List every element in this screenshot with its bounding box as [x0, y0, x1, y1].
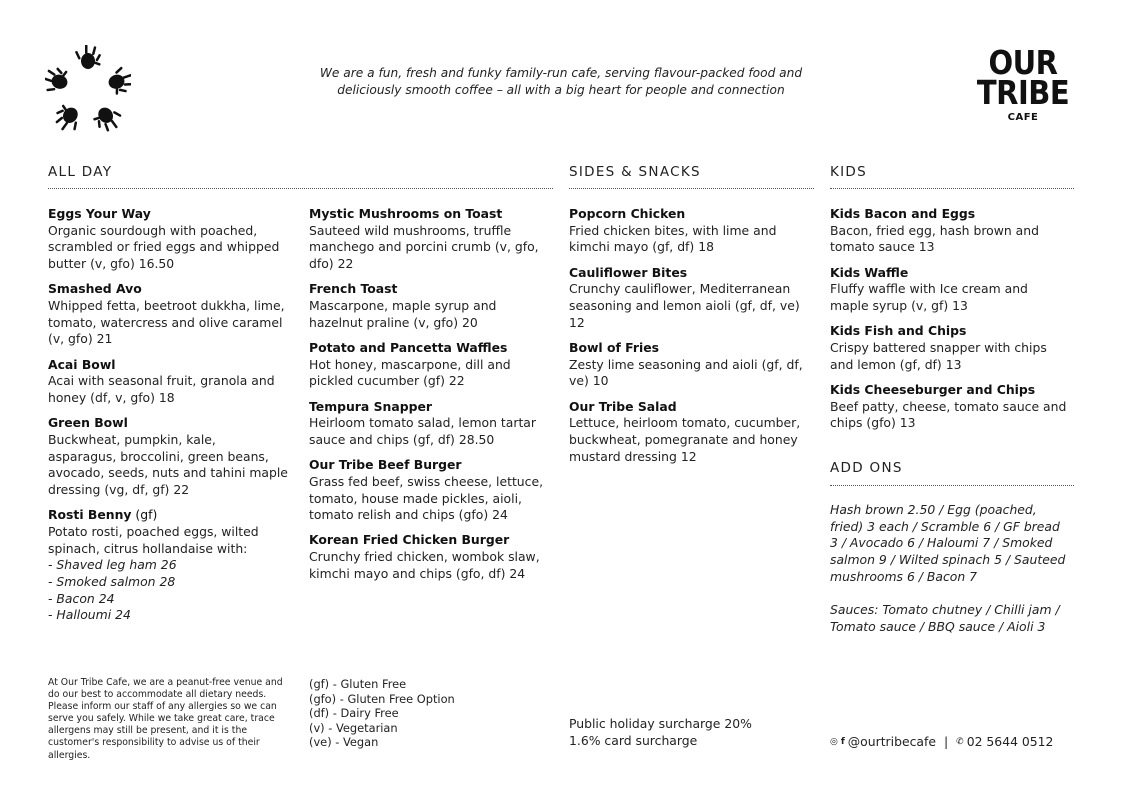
brand-logo [975, 43, 1071, 123]
menu-item-name: Bowl of Fries [569, 339, 659, 355]
menu-item [569, 206, 807, 256]
add-ons-block [830, 502, 1068, 636]
rosti-option: - Shaved leg ham 26 [48, 557, 177, 573]
menu-item-desc: Lettuce, heirloom tomato, cucumber, buckwheat, pomegranate and honey mustard dressing 12 [569, 415, 801, 464]
legend-item: (df) - Dairy Free [309, 706, 399, 720]
menu-item-desc: Buckwheat, pumpkin, kale, asparagus, broccolini, green beans, avocado, seeds, nuts and tahini maple dressing (vg, df, gf) 22 [48, 431, 288, 498]
menu-item [48, 281, 288, 348]
surcharge-notes [569, 716, 809, 749]
tagline-line-1: We are a fun, fresh and funky family-run cafe, serving flavour-packed food and [319, 66, 803, 80]
tagline-line-2: deliciously smooth coffee – all with a big heart for people and connection [337, 83, 785, 97]
menu-item [569, 399, 807, 466]
menu-item [830, 382, 1070, 432]
menu-item-name: Kids Cheeseburger and Chips [830, 381, 1036, 397]
menu-item [569, 265, 807, 332]
instagram-icon[interactable]: ◎ [830, 736, 838, 747]
whatsapp-phone-icon: ✆ [956, 736, 964, 747]
public-holiday-surcharge: Public holiday surcharge 20% [569, 716, 752, 731]
menu-item [48, 206, 288, 273]
menu-item-name: Cauliflower Bites [569, 264, 688, 280]
menu-item-desc: Bacon, fried egg, hash brown and tomato sauce 13 [830, 222, 1039, 255]
menu-item-name: Green Bowl [48, 415, 128, 431]
rosti-name: Rosti Benny [48, 507, 132, 523]
menu-item-name: French Toast [309, 281, 398, 297]
menu-item [309, 340, 545, 390]
menu-item-desc: Mascarpone, maple syrup and hazelnut praline (v, gfo) 20 [309, 298, 497, 330]
add-ons-sauces: Sauces: Tomato chutney / Chilli jam / Tomato sauce / BBQ sauce / Aioli 3 [830, 602, 1060, 634]
rosti-option: - Smoked salmon 28 [48, 574, 176, 590]
menu-item [830, 206, 1070, 256]
kids-column [830, 206, 1070, 440]
all-day-column-1 [48, 206, 288, 633]
brand-word-tribe: TRIBE [976, 73, 1070, 113]
menu-item-name: Potato and Pancetta Waffles [309, 339, 508, 355]
menu-item-desc: Organic sourdough with poached, scrambled or fried eggs and whipped butter (v, gfo) 16.50 [48, 222, 280, 272]
menu-item-desc: Whipped fetta, beetroot dukkha, lime, tomato, watercress and olive caramel (v, gfo) 21 [48, 298, 285, 347]
all-day-column-2 [309, 206, 545, 591]
section-heading-add-ons: ADD ONS [830, 460, 903, 476]
menu-item [309, 281, 545, 331]
divider-add-ons [830, 485, 1074, 486]
menu-item-desc: Zesty lime seasoning and aioli (gf, df, ve) 10 [569, 356, 803, 389]
menu-item [830, 265, 1070, 315]
menu-item-desc: Heirloom tomato salad, lemon tartar sauce and chips (gf, df) 28.50 [309, 415, 536, 447]
menu-item-name: Tempura Snapper [309, 398, 432, 414]
menu-item-desc: Acai with seasonal fruit, granola and honey (df, v, gfo) 18 [48, 373, 275, 406]
brand-word-our: OUR [988, 43, 1058, 83]
brand-word-cafe: CAFE [1007, 112, 1039, 123]
menu-item-name: Eggs Your Way [48, 206, 151, 221]
contact-separator: | [943, 734, 949, 749]
menu-item [569, 340, 807, 390]
menu-item-desc: Crunchy cauliflower, Mediterranean seasoning and lemon aioli (gf, df, ve) 12 [569, 281, 800, 330]
menu-item-name: Acai Bowl [48, 356, 116, 372]
dietary-legend [309, 677, 529, 750]
menu-item-desc: Hot honey, mascarpone, dill and pickled cucumber (gf) 22 [309, 356, 511, 389]
menu-item [309, 206, 545, 273]
allergy-notice: At Our Tribe Cafe, we are a peanut-free venue and do our best to accommodate all dietary needs. Please inform our staff of any allergies so we can serve you safely. While we take great care, trace allergens may still be present, and it is the customer's responsibility to advise us of their allergies. [48, 677, 283, 761]
menu-item-desc: Grass fed beef, swiss cheese, lettuce, tomato, house made pickles, aioli, tomato relish and chips (gfo) 24 [309, 473, 544, 523]
section-heading-kids: KIDS [830, 164, 867, 180]
menu-item [309, 532, 545, 582]
legend-item: (gf) - Gluten Free [309, 677, 407, 691]
card-surcharge: 1.6% card surcharge [569, 732, 698, 748]
menu-item-desc: Fried chicken bites, with lime and kimchi mayo (gf, df) 18 [569, 222, 777, 255]
menu-item-name: Mystic Mushrooms on Toast [309, 206, 503, 221]
menu-item-desc: Crispy battered snapper with chips and lemon (gf, df) 13 [830, 339, 1047, 372]
menu-item-name: Our Tribe Salad [569, 398, 677, 414]
tagline [300, 65, 822, 99]
menu-item-name: Kids Bacon and Eggs [830, 206, 976, 221]
facebook-icon[interactable]: f [840, 736, 845, 747]
rosti-option: - Halloumi 24 [48, 607, 131, 623]
menu-item [830, 323, 1070, 373]
divider-all-day [48, 188, 553, 189]
social-handle[interactable]: @ourtribecafe [847, 734, 936, 749]
sides-column [569, 206, 807, 474]
menu-item-name: Kids Waffle [830, 264, 909, 280]
section-heading-sides: SIDES & SNACKS [569, 164, 701, 180]
menu-item [309, 399, 545, 449]
add-ons-extras: Hash brown 2.50 / Egg (poached, fried) 3 each / Scramble 6 / GF bread 3 / Avocado 6 / Haloumi 7 / Smoked salmon 9 / Wilted spinach 5 / Sauteed mushrooms 6 / Bacon 7 [830, 502, 1066, 584]
menu-item-desc: Potato rosti, poached eggs, wilted spinach, citrus hollandaise with: [48, 523, 259, 556]
legend-item: (v) - Vegetarian [309, 720, 398, 735]
legend-item: (ve) - Vegan [309, 735, 379, 749]
menu-item-desc: Crunchy fried chicken, wombok slaw, kimchi mayo and chips (gfo, df) 24 [309, 549, 540, 581]
divider-sides [569, 188, 814, 189]
contact-line [830, 734, 1053, 749]
menu-item [48, 357, 288, 407]
phone-number[interactable]: 02 5644 0512 [966, 734, 1054, 749]
menu-item-name: Korean Fried Chicken Burger [309, 532, 510, 548]
menu-item [309, 457, 545, 524]
legend-item: (gfo) - Gluten Free Option [309, 691, 455, 706]
menu-item-desc: Beef patty, cheese, tomato sauce and chips (gfo) 13 [830, 398, 1067, 431]
rosti-diet-suffix: (gf) [131, 507, 158, 523]
section-heading-all-day: ALL DAY [48, 164, 113, 180]
menu-item-desc: Sauteed wild mushrooms, truffle manchego and porcini crumb (v, gfo, dfo) 22 [309, 222, 539, 272]
menu-item-rosti-benny [48, 507, 288, 624]
menu-item-desc: Fluffy waffle with Ice cream and maple syrup (v, gf) 13 [830, 281, 1028, 314]
menu-item-name: Popcorn Chicken [569, 206, 686, 221]
hands-logo-icon [45, 45, 131, 137]
menu-item-name: Kids Fish and Chips [830, 323, 967, 339]
divider-kids [830, 188, 1074, 189]
menu-item [48, 415, 288, 499]
menu-item-name: Our Tribe Beef Burger [309, 457, 462, 473]
menu-item-name [48, 507, 288, 524]
rosti-option: - Bacon 24 [48, 590, 115, 606]
menu-item-name: Smashed Avo [48, 281, 142, 297]
